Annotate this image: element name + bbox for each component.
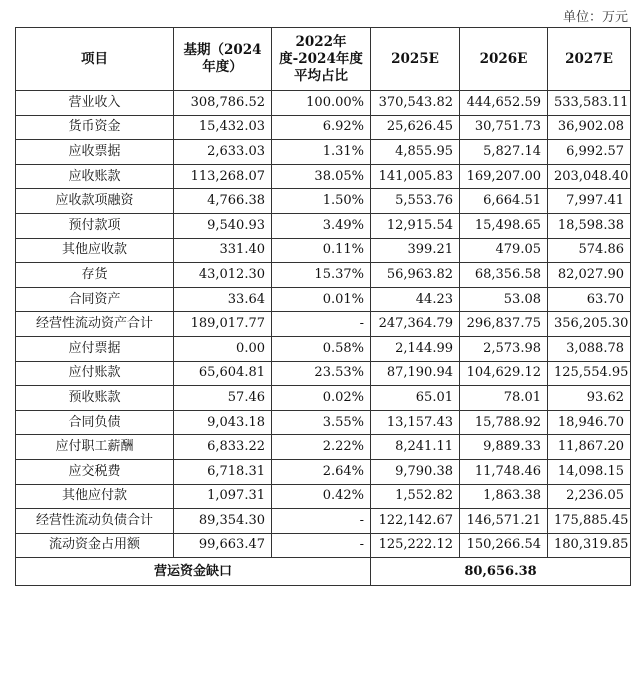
row-value: 38.05% — [272, 164, 371, 189]
row-value: 57.46 — [174, 386, 272, 411]
row-label: 存货 — [16, 263, 174, 288]
row-value: 25,626.45 — [371, 115, 460, 140]
row-value: 5,827.14 — [460, 140, 548, 165]
row-value: 93.62 — [548, 386, 631, 411]
row-value: 1,552.82 — [371, 484, 460, 509]
table-row — [16, 140, 631, 165]
row-value: 150,266.54 — [460, 533, 548, 558]
table-row — [16, 459, 631, 484]
row-value: 30,751.73 — [460, 115, 548, 140]
total-value: 80,656.38 — [371, 558, 631, 586]
header-base-period: 基期（2024年度） — [174, 28, 272, 91]
table-row — [16, 263, 631, 288]
header-2025e: 2025E — [371, 28, 460, 91]
row-value: 78.01 — [460, 386, 548, 411]
unit-label: 单位：万元 — [562, 10, 628, 25]
row-value: 2,236.05 — [548, 484, 631, 509]
row-label: 其他应收款 — [16, 238, 174, 263]
row-value: 146,571.21 — [460, 509, 548, 534]
row-value: 3.55% — [272, 410, 371, 435]
header-row — [16, 28, 631, 91]
row-value: 3,088.78 — [548, 336, 631, 361]
row-value: 100.00% — [272, 91, 371, 116]
row-value: 6,718.31 — [174, 459, 272, 484]
table-row — [16, 164, 631, 189]
row-value: 65,604.81 — [174, 361, 272, 386]
row-value: 6,833.22 — [174, 435, 272, 460]
row-label: 营业收入 — [16, 91, 174, 116]
row-value: 15,432.03 — [174, 115, 272, 140]
row-value: 11,867.20 — [548, 435, 631, 460]
header-item: 项目 — [16, 28, 174, 91]
row-value: 15,788.92 — [460, 410, 548, 435]
total-row — [16, 558, 631, 586]
table-row — [16, 213, 631, 238]
row-value: 122,142.67 — [371, 509, 460, 534]
header-2026e: 2026E — [460, 28, 548, 91]
row-value: 12,915.54 — [371, 213, 460, 238]
row-value: 1,863.38 — [460, 484, 548, 509]
row-value: 99,663.47 — [174, 533, 272, 558]
row-value: 1.31% — [272, 140, 371, 165]
row-value: 0.01% — [272, 287, 371, 312]
row-value: 331.40 — [174, 238, 272, 263]
row-value: 9,540.93 — [174, 213, 272, 238]
row-label: 应交税费 — [16, 459, 174, 484]
row-value: 3.49% — [272, 213, 371, 238]
row-label: 经营性流动负债合计 — [16, 509, 174, 534]
row-label: 合同负债 — [16, 410, 174, 435]
row-value: 574.86 — [548, 238, 631, 263]
row-value: 7,997.41 — [548, 189, 631, 214]
row-value: 4,855.95 — [371, 140, 460, 165]
row-value: 0.02% — [272, 386, 371, 411]
row-value: 1.50% — [272, 189, 371, 214]
row-value: 125,554.95 — [548, 361, 631, 386]
table-row — [16, 484, 631, 509]
row-value: 296,837.75 — [460, 312, 548, 337]
row-value: 11,748.46 — [460, 459, 548, 484]
row-value: 44.23 — [371, 287, 460, 312]
row-value: 175,885.45 — [548, 509, 631, 534]
row-label: 应付账款 — [16, 361, 174, 386]
row-value: 9,889.33 — [460, 435, 548, 460]
row-label: 合同资产 — [16, 287, 174, 312]
row-value: 36,902.08 — [548, 115, 631, 140]
row-value: 125,222.12 — [371, 533, 460, 558]
row-value: 308,786.52 — [174, 91, 272, 116]
row-label: 其他应付款 — [16, 484, 174, 509]
row-value: 5,553.76 — [371, 189, 460, 214]
table-row — [16, 361, 631, 386]
row-value: 169,207.00 — [460, 164, 548, 189]
row-value: 180,319.85 — [548, 533, 631, 558]
row-value: 4,766.38 — [174, 189, 272, 214]
row-value: 18,598.38 — [548, 213, 631, 238]
row-value: 6.92% — [272, 115, 371, 140]
row-value: 65.01 — [371, 386, 460, 411]
row-label: 应付职工薪酬 — [16, 435, 174, 460]
row-value: 8,241.11 — [371, 435, 460, 460]
row-label: 流动资金占用额 — [16, 533, 174, 558]
row-value: 0.42% — [272, 484, 371, 509]
row-value: 399.21 — [371, 238, 460, 263]
row-value: 2,573.98 — [460, 336, 548, 361]
row-value: 203,048.40 — [548, 164, 631, 189]
row-value: 6,992.57 — [548, 140, 631, 165]
row-value: 9,043.18 — [174, 410, 272, 435]
row-value: 2.22% — [272, 435, 371, 460]
table-row — [16, 533, 631, 558]
table-row — [16, 287, 631, 312]
row-label: 预付款项 — [16, 213, 174, 238]
row-value: 13,157.43 — [371, 410, 460, 435]
row-value: 0.58% — [272, 336, 371, 361]
row-value: 2,144.99 — [371, 336, 460, 361]
row-value: 0.00 — [174, 336, 272, 361]
row-label: 经营性流动资产合计 — [16, 312, 174, 337]
table-row — [16, 115, 631, 140]
row-value: 15.37% — [272, 263, 371, 288]
row-label: 应收账款 — [16, 164, 174, 189]
row-value: 370,543.82 — [371, 91, 460, 116]
table-row — [16, 189, 631, 214]
row-value: 63.70 — [548, 287, 631, 312]
row-value: 444,652.59 — [460, 91, 548, 116]
row-value: 6,664.51 — [460, 189, 548, 214]
row-label: 应收款项融资 — [16, 189, 174, 214]
row-value: 2.64% — [272, 459, 371, 484]
row-label: 货币资金 — [16, 115, 174, 140]
row-value: 247,364.79 — [371, 312, 460, 337]
row-value: 15,498.65 — [460, 213, 548, 238]
row-value: 56,963.82 — [371, 263, 460, 288]
row-value: 189,017.77 — [174, 312, 272, 337]
table-row — [16, 238, 631, 263]
row-value: 33.64 — [174, 287, 272, 312]
row-value: 14,098.15 — [548, 459, 631, 484]
row-label: 应付票据 — [16, 336, 174, 361]
table-row — [16, 91, 631, 116]
row-value: - — [272, 533, 371, 558]
table-row — [16, 336, 631, 361]
row-value: 479.05 — [460, 238, 548, 263]
row-label: 应收票据 — [16, 140, 174, 165]
row-value: 43,012.30 — [174, 263, 272, 288]
row-value: 356,205.30 — [548, 312, 631, 337]
row-value: 53.08 — [460, 287, 548, 312]
row-value: 18,946.70 — [548, 410, 631, 435]
row-value: 141,005.83 — [371, 164, 460, 189]
table-row — [16, 509, 631, 534]
row-value: 23.53% — [272, 361, 371, 386]
row-value: 89,354.30 — [174, 509, 272, 534]
total-label: 营运资金缺口 — [16, 558, 371, 586]
table-row — [16, 410, 631, 435]
row-value: 68,356.58 — [460, 263, 548, 288]
row-value: 0.11% — [272, 238, 371, 263]
row-value: 113,268.07 — [174, 164, 272, 189]
row-value: 82,027.90 — [548, 263, 631, 288]
row-value: - — [272, 509, 371, 534]
row-value: 87,190.94 — [371, 361, 460, 386]
row-value: 533,583.11 — [548, 91, 631, 116]
table-row — [16, 312, 631, 337]
row-value: 2,633.03 — [174, 140, 272, 165]
table-row — [16, 386, 631, 411]
row-value: - — [272, 312, 371, 337]
header-2027e: 2027E — [548, 28, 631, 91]
row-value: 9,790.38 — [371, 459, 460, 484]
row-value: 1,097.31 — [174, 484, 272, 509]
working-capital-table — [15, 27, 631, 586]
row-value: 104,629.12 — [460, 361, 548, 386]
table-row — [16, 435, 631, 460]
row-label: 预收账款 — [16, 386, 174, 411]
header-average-ratio: 2022年度-2024年度平均占比 — [272, 28, 371, 91]
